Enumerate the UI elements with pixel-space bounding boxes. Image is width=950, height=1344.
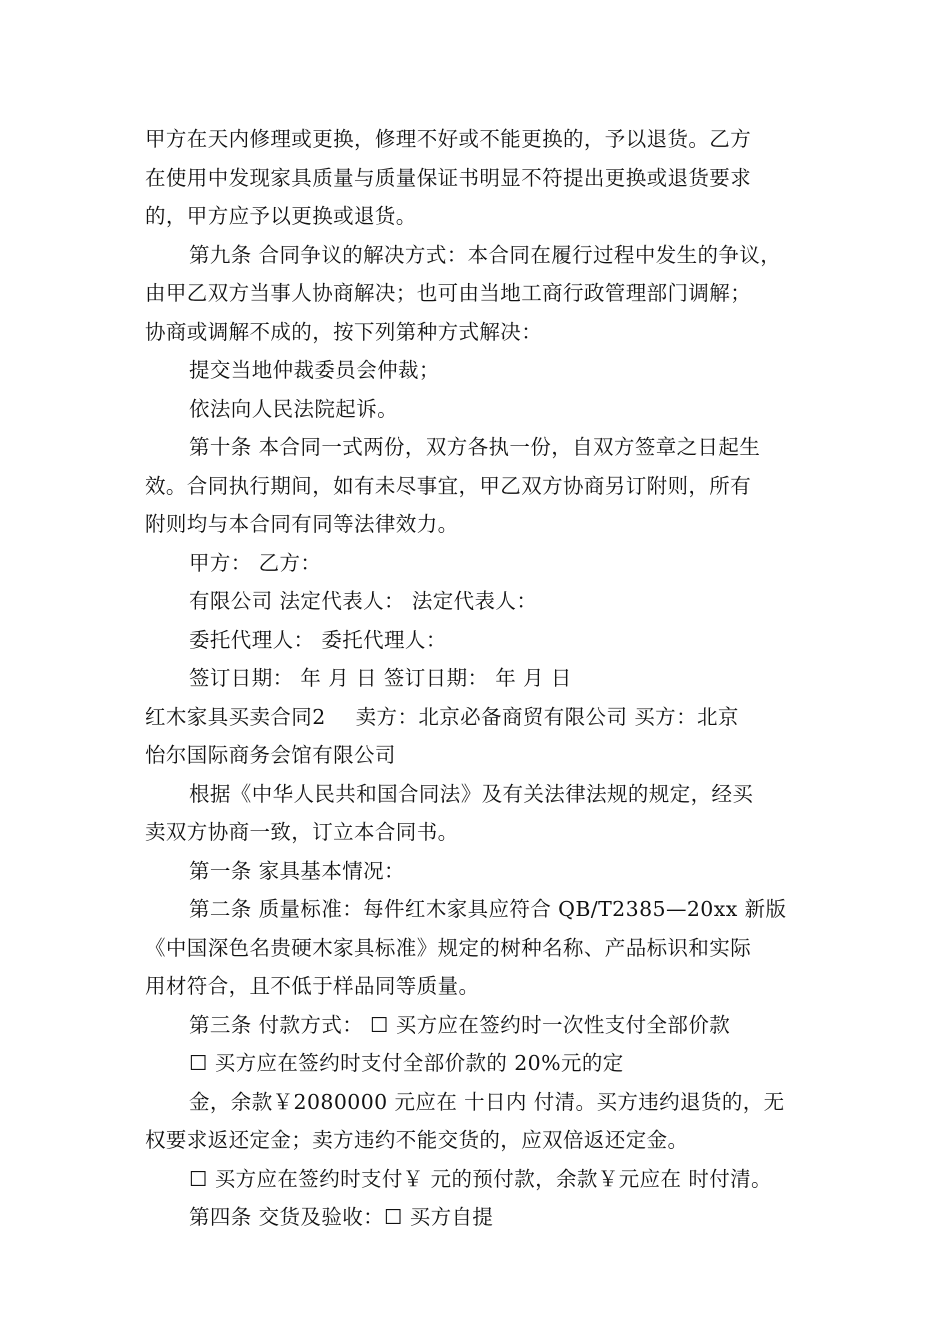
article-4-heading: 第四条 交货及验收：☐ 买方自提 (189, 1205, 494, 1229)
signing-date-line: 签订日期： 年 月 日 签订日期： 年 月 日 (189, 666, 572, 690)
paragraph-line: 协商或调解不成的，按下列第种方式解决： (145, 319, 543, 344)
legal-representative-line: 有限公司 法定代表人： 法定代表人： (189, 589, 538, 613)
article-3-heading: 第三条 付款方式： ☐ 买方应在签约时一次性支付全部价款 (189, 1012, 731, 1037)
article-1-heading: 第一条 家具基本情况： (189, 858, 405, 883)
paragraph-line: 金，余款￥2080000 元应在 十日内 付清。买方违约退货的，无 (189, 1089, 785, 1114)
article-2-heading: 第二条 质量标准：每件红木家具应符合 QB/T2385—20xx 新版 (189, 897, 787, 921)
paragraph-line: 用材符合，且不低于样品同等质量。 (145, 974, 480, 998)
dispute-option-court: 依法向人民法院起诉。 (189, 396, 398, 421)
paragraph-line: 怡尔国际商务会馆有限公司 (145, 743, 396, 767)
contract-2-title-line (145, 698, 810, 737)
article-9-heading: 第九条 合同争议的解决方式：本合同在履行过程中发生的争议， (189, 242, 782, 267)
dispute-option-arbitration: 提交当地仲裁委员会仲裁； (189, 358, 440, 382)
paragraph-line: 的，甲方应予以更换或退货。 (145, 204, 417, 228)
payment-option-prepayment: ☐ 买方应在签约时支付￥ 元的预付款，余款￥元应在 时付清。 (189, 1166, 772, 1191)
document-body (145, 120, 810, 1237)
paragraph-line: 效。合同执行期间，如有未尽事宜，甲乙双方协商另订附则，所有 (145, 473, 752, 498)
agent-line: 委托代理人： 委托代理人： (189, 627, 447, 652)
paragraph-line: 卖双方协商一致，订立本合同书。 (145, 820, 459, 844)
payment-option-deposit: ☐ 买方应在签约时支付全部价款的 20%元的定 (189, 1051, 624, 1075)
paragraph-line: 附则均与本合同有同等法律效力。 (145, 512, 459, 536)
seller-buyer-line: 卖方：北京必备商贸有限公司 买方：北京 (355, 704, 739, 729)
paragraph-line: 由甲乙双方当事人协商解决；也可由当地工商行政管理部门调解； (145, 281, 752, 305)
paragraph-line: 《中国深色名贵硬木家具标准》规定的树种名称、产品标识和实际 (145, 935, 752, 960)
party-labels: 甲方： 乙方： (189, 550, 322, 575)
paragraph-line: 权要求返还定金；卖方违约不能交货的，应双倍返还定金。 (145, 1128, 689, 1152)
article-10-heading: 第十条 本合同一式两份，双方各执一份，自双方签章之日起生 (189, 435, 761, 459)
paragraph-line: 在使用中发现家具质量与质量保证书明显不符提出更换或退货要求 (145, 165, 752, 190)
contract-2-title: 红木家具买卖合同2 (145, 704, 326, 729)
preamble: 根据《中华人民共和国合同法》及有关法律法规的规定，经买 (189, 781, 754, 806)
paragraph-line: 甲方在天内修理或更换，修理不好或不能更换的，予以退货。乙方 (145, 127, 752, 151)
